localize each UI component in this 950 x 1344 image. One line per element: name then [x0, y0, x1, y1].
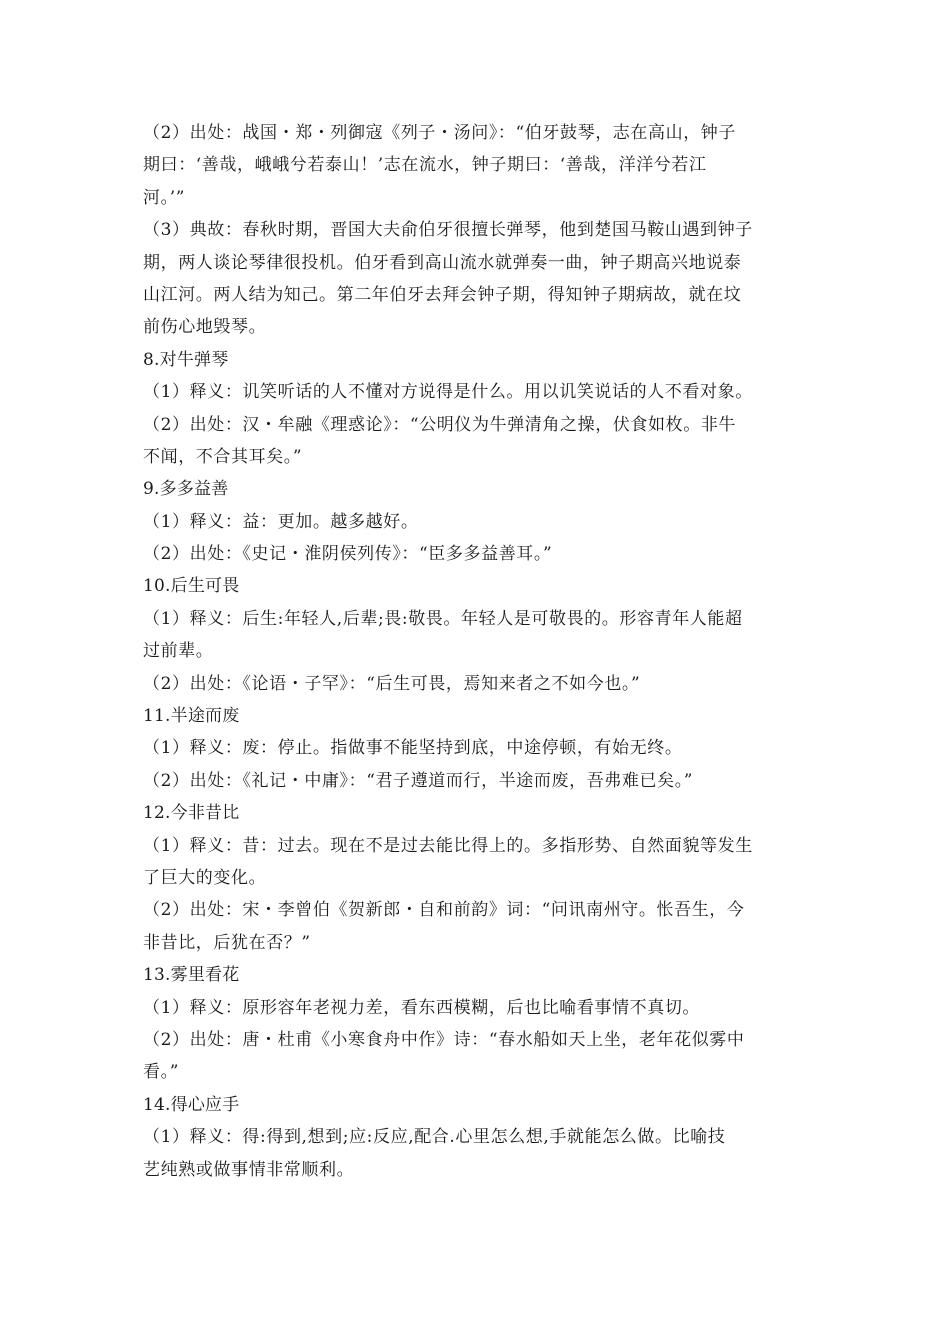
text-line: 前伤心地毁琴。 — [143, 317, 267, 338]
idiom-heading: 14.得心应手 — [143, 1094, 240, 1115]
text-line: （1）释义：昔：过去。现在不是过去能比得上的。多指形势、自然面貌等发生 — [143, 835, 753, 856]
text-line: （1）释义：得:得到,想到;应:反应,配合.心里怎么想,手就能怎么做。比喻技 — [143, 1127, 726, 1148]
text-line: （2）出处：宋・李曾伯《贺新郎・自和前韵》词：“问讯南州守。怅吾生，今 — [143, 900, 745, 921]
text-line: 非昔比，后犹在否？” — [143, 932, 311, 953]
text-line: （2）出处：《论语・子罕》：“后生可畏，焉知来者之不如今也。” — [143, 673, 641, 694]
text-line: （2）出处：《礼记・中庸》：“君子遵道而行，半途而废，吾弗难已矣。” — [143, 770, 694, 791]
idiom-heading: 9.多多益善 — [143, 479, 229, 500]
text-line: （1）释义：后生:年轻人,后辈;畏:敬畏。年轻人是可敬畏的。形容青年人能超 — [143, 608, 743, 629]
document-page — [143, 117, 811, 1186]
idiom-heading: 13.雾里看花 — [143, 965, 240, 986]
text-line: （1）释义：讥笑听话的人不懂对方说得是什么。用以讥笑说话的人不看对象。 — [143, 382, 753, 403]
text-line: 期曰：‘善哉，峨峨兮若泰山！’志在流水，钟子期曰：‘善哉，洋洋兮若江 — [143, 155, 707, 176]
text-line: （3）典故：春秋时期，晋国大夫俞伯牙很擅长弹琴，他到楚国马鞍山遇到钟子 — [143, 220, 753, 241]
text-line: 艺纯熟或做事情非常顺利。 — [143, 1159, 355, 1180]
text-line: （2）出处：《史记・淮阴侯列传》：“臣多多益善耳。” — [143, 544, 553, 565]
text-line: （1）释义：废：停止。指做事不能坚持到底，中途停顿，有始无终。 — [143, 738, 683, 759]
idiom-heading: 10.后生可畏 — [143, 576, 240, 597]
text-line: （1）释义：原形容年老视力差，看东西模糊，后也比喻看事情不真切。 — [143, 997, 701, 1018]
idiom-heading: 12.今非昔比 — [143, 803, 240, 824]
text-line: （2）出处：唐・杜甫《小寒食舟中作》诗：“春水船如天上坐，老年花似雾中 — [143, 1029, 745, 1050]
text-line: 了巨大的变化。 — [143, 867, 267, 888]
idiom-heading: 11.半途而废 — [143, 706, 240, 727]
idiom-heading: 8.对牛弹琴 — [143, 349, 229, 370]
text-line: 山江河。两人结为知己。第二年伯牙去拜会钟子期，得知钟子期病故，就在坟 — [143, 284, 742, 305]
text-line: （2）出处：汉・牟融《理惑论》：“公明仪为牛弹清角之操，伏食如枚。非牛 — [143, 414, 737, 435]
text-line: （2）出处：战国・郑・列御寇《列子・汤问》：“伯牙鼓琴，志在高山，钟子 — [143, 123, 737, 143]
text-line: （1）释义：益：更加。越多越好。 — [143, 511, 419, 532]
text-line: 看。” — [143, 1062, 179, 1083]
text-line: 河。’” — [143, 187, 185, 208]
text-line: 期，两人谈论琴律很投机。伯牙看到高山流水就弹奏一曲，钟子期高兴地说泰 — [143, 252, 742, 273]
text-line: 过前辈。 — [143, 641, 214, 662]
text-line: 不闻，不合其耳矣。” — [143, 446, 303, 467]
